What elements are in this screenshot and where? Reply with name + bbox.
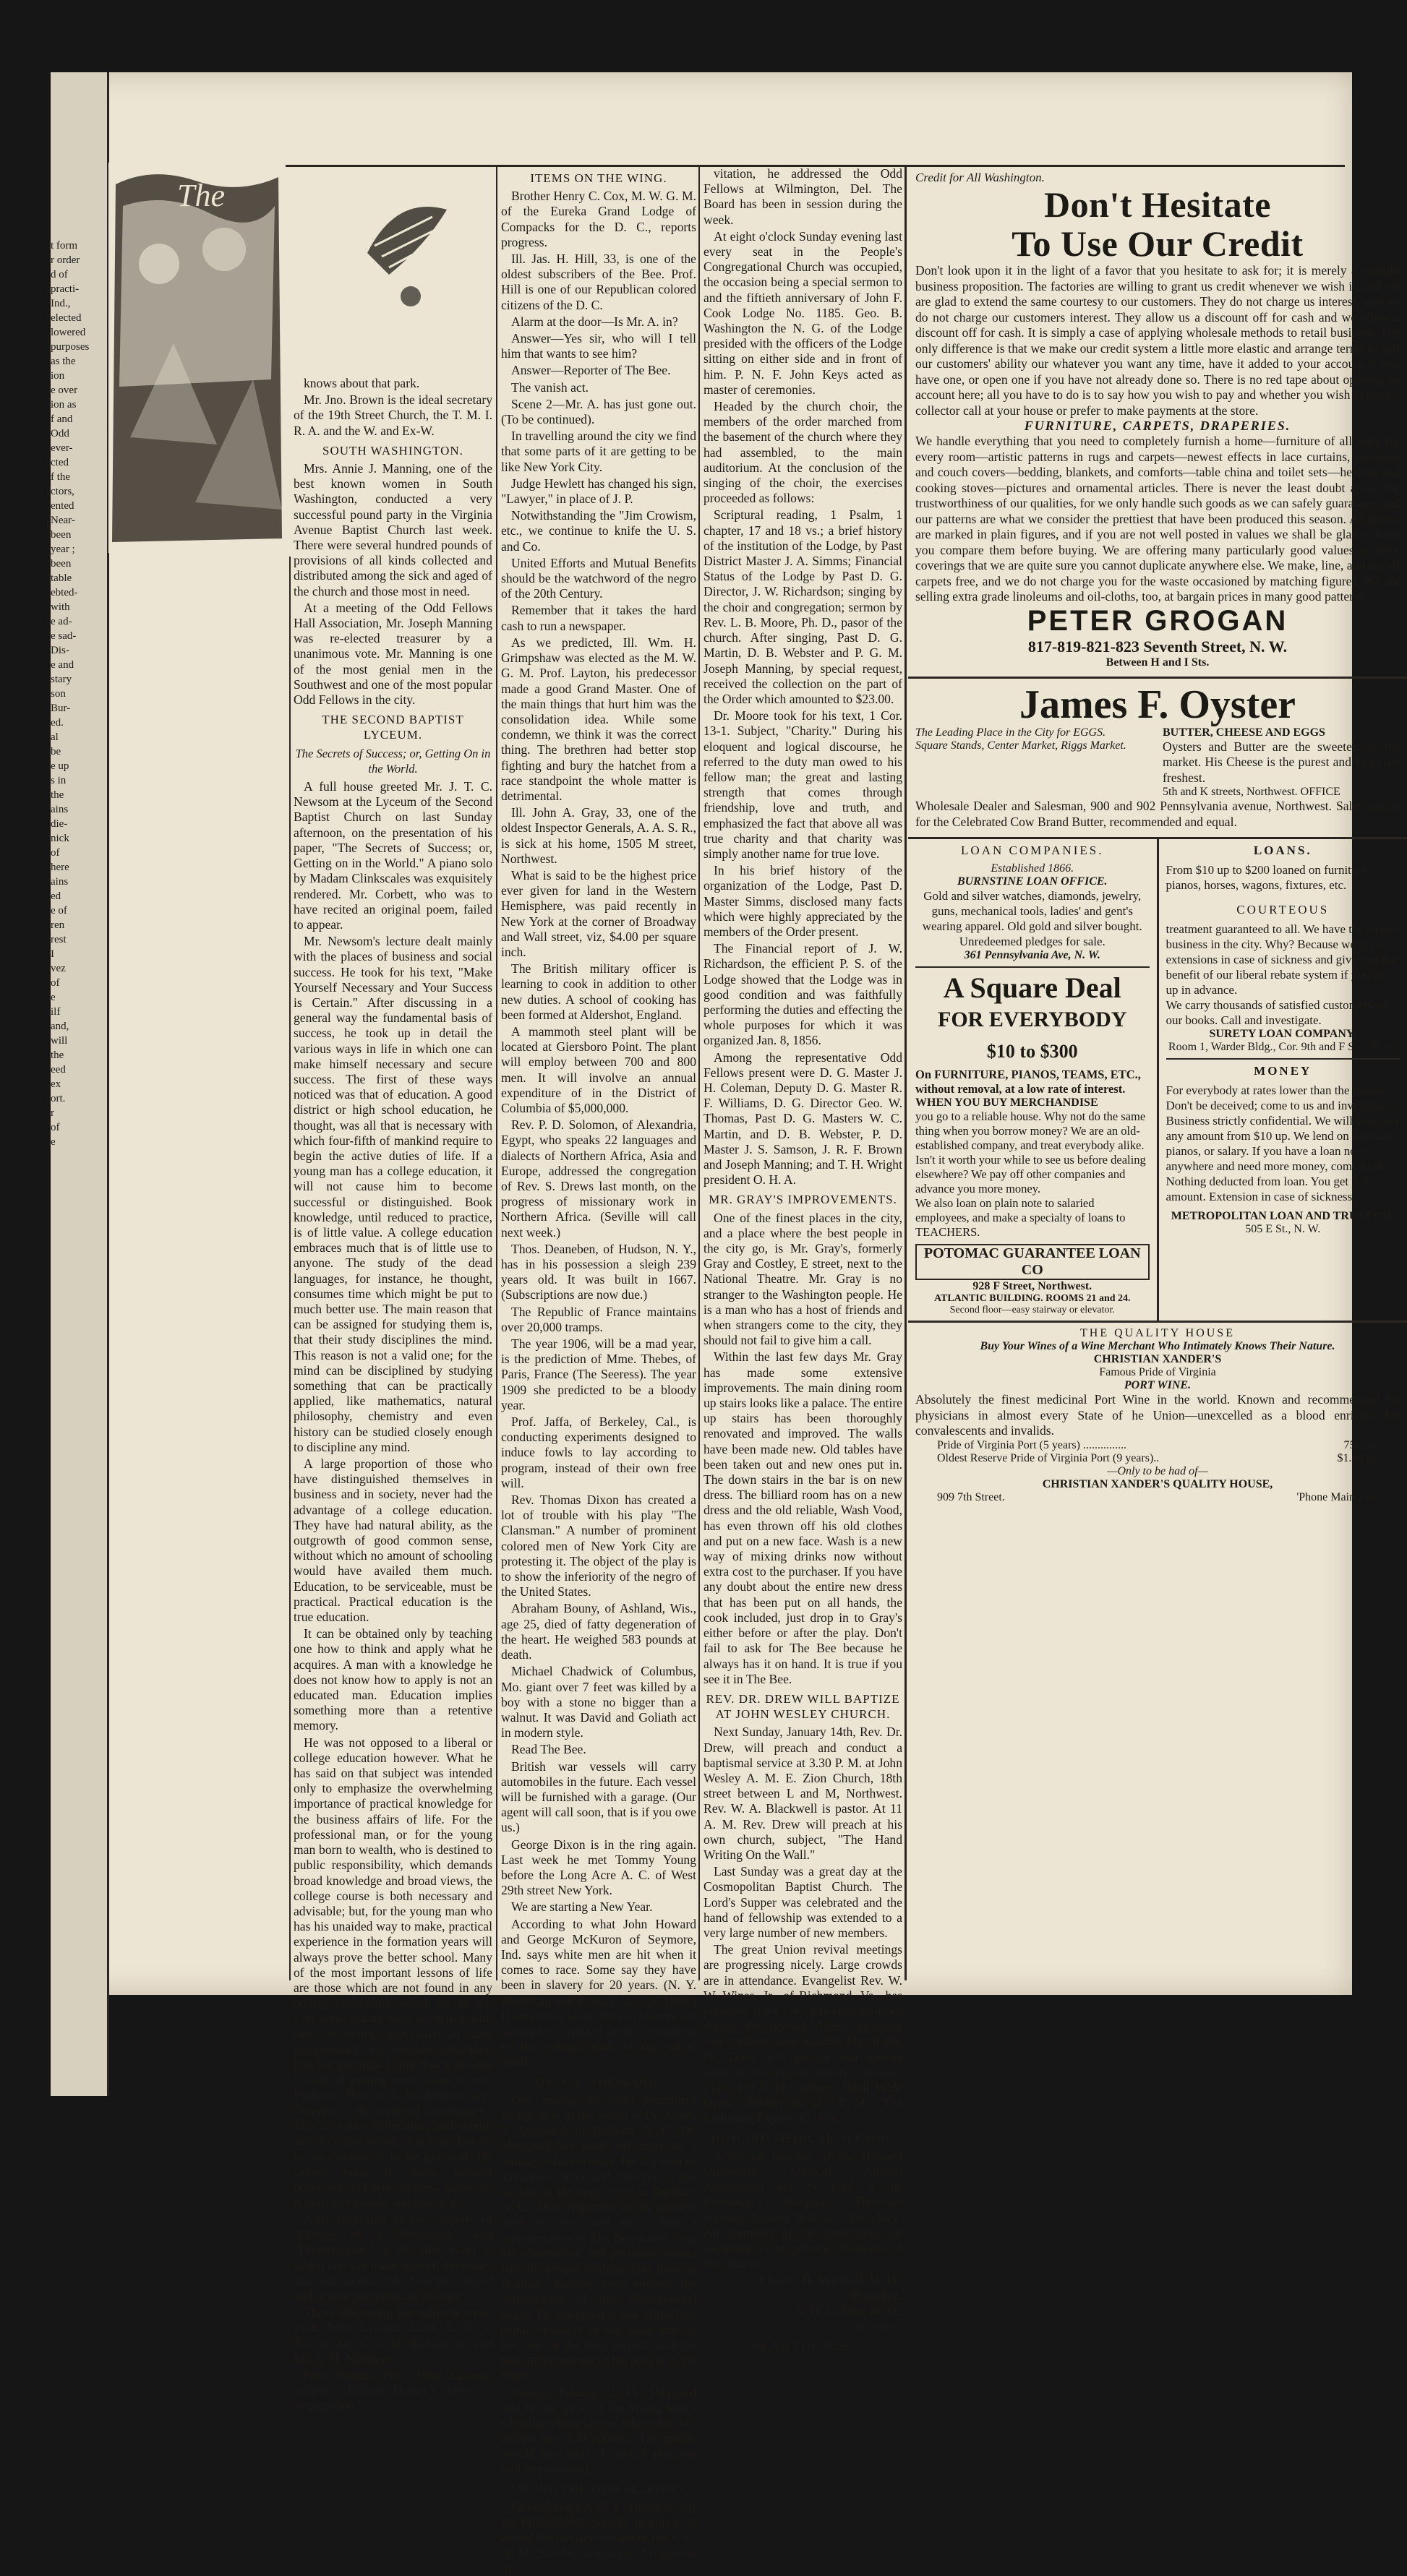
article-paragraph: The Financial report of J. W. Richardson, the efficient P. S. of the Lodge showed that the Lodge was in good condition and was faithfully performing the duties and effecting the whole purposes for which it was organized Jan. 8, 1856. [704,941,902,1048]
article-paragraph: Scriptural reading, 1 Psalm, 1 chapter, 17 and 18 vs.; a brief history of the institution of the Lodge, by Past District Master J. A. Simms; Financial Status of the Lodge by Past D. G. Director, J. W. Richardson; singing by the choir and congregation; sermon by Rev. L. B. Moore, Ph. D., pasor of the church. After singing, Past D. G. Martin, D. B. Webster and P. G. M. Joseph Manning, by special request, received the collection on the part of the Order which amounted to $23.00. [704,507,902,707]
cut-fragment: ion as [51,398,103,412]
cut-fragment: son [51,687,103,701]
cut-fragment: e [51,990,103,1005]
cut-fragment: will [51,1034,103,1048]
article-paragraph: What is said to be the highest price ever given for land in the Western Hemisphere, was paid recently in New York at the corner of Broadway and Wall street, viz, $4.00 per square inch. [501,868,696,960]
south-washington-head: SOUTH WASHINGTON. [294,443,492,458]
odd-fellows-head: AMONG THE ODD FELLOWS. [501,2481,696,2496]
cut-fragment: lowered [51,325,103,340]
article-paragraph: Alarm at the door—Is Mr. A. in? [501,314,696,330]
burnstine-est: Established 1866. [915,862,1150,875]
cut-fragment: here [51,860,103,875]
cut-fragment: ren [51,918,103,932]
cut-fragment: rest [51,932,103,947]
column-4-odd-fellows [704,166,902,1980]
article-paragraph: A full house greeted Mr. J. T. C. Newsom at the Lyceum of the Second Baptist Church on last Sunday afternoon, on the presentation of his paper, "The Secrets of Success; or, Getting on in the World." A piano solo by Madam Clinkscales was exquisitely rendered. Mr. Corbett, who was to have recited an original poem, failed to appear. [294,779,492,932]
square-deal-2: FOR EVERYBODY [915,1004,1150,1036]
article-paragraph: Within the last few days Mr. Gray has made some extensive improvements. The main dining room up stairs looks like a palace. The entire up stairs has been thoroughly renovated and improved. The walls have been made new. Old tables have been taken out and new ones put in. The down stairs in the bar is on new dress. The billiard room has on a new dress and the old reliable, Wash Vood, has even thrown off his old clothes and put on a new face. Wash is a new way of mixing drinks now without extra cost to the purchaser. If you have any doubt about the entire new dress that has been put on all hands, the cook included, just drop in to Gray's either before or after the play. Don't fail to ask for The Bee because he always has it on hand. It is true if you see it in The Bee. [704,1349,902,1686]
cut-fragment: s in [51,773,103,788]
article-paragraph: Next Sunday, January 14th, Rev. Dr. Drew, will preach and conduct a baptismal service at 3.30 P. M. at John Wesley A. M. E. Zion Church, 18th street between L and M, Northwest. Rev. W. A. Blackwell is pastor. At 11 A. M. Rev. Drew will preach at his own church, subject, "The Hand Writing On the Wall." [704,1725,902,1863]
surety-name: SURETY LOAN COMPANY, [1166,1028,1400,1041]
article-paragraph: After disposing of the subjects of "Choice of a Profession" and "Perseverance," as the other ways in which one can make himself necessary and win success, Mr. Newsom closed with a nice peroration as follows: [294,2212,492,2304]
article-paragraph: Those discussing the subjects were: Prof. Jesse Lawson, Lieut. R. E. S. Toomy, Dr. Geo. H. Richardson and Mr. A. H. Matthews. [294,2305,492,2366]
xander-phone: 'Phone Main 274. [1296,1491,1378,1504]
credit-body: Don't look upon it in the light of a favor that you hesitate to ask for; it is merely a straight business proposition. The factories are willing to grant us credit whenever we wish it, and we are glad to extend the same courtesy to our customers. They do not charge us interest, and we do not charge our customers interest. They allow us a discount off for cash and we allow a discount off for cash. It is simply a case of applying wholesale methods to retail business. The only difference is that we make our credit system a little more elastic and arrange terms to suit our customers' ability our whatever you want any time, have it added to your account if you have one, or open one if you have not already done so. There is no red tape about opening an account here; all you have to do is to say how you wish to pay and whether you wish to have a collector call at your house or prefer to make payments at the store. [915,263,1400,418]
cut-fragment: been [51,557,103,571]
cut-fragment: be [51,744,103,759]
article-paragraph: Remember that it takes the hard cash to run a newspaper. [501,603,696,633]
square-deal-3: $10 to $300 [915,1036,1150,1068]
potomac-elevator: Second floor—easy stairway or elevator. [915,1305,1150,1316]
article-paragraph: A special meeting of the Howard University Medical Alumni Association will be held at the Freedman's Hospital, Thursday evening, January 18th, at 7.30 o'clock. All members of the association are requested to be present. Business of importance. [704,2149,902,2272]
illustration-art [108,163,286,553]
article-paragraph: United Efforts and Mutual Benefits should be the watchword of the negro of the 20th Century. [501,556,696,602]
signature-line: A. H. Collins, M. D., [704,2304,902,2319]
article-paragraph: Next Sunday, Prof. Jesse Lawson, subject: "Bishop Holsey's View of Segregation." [294,2368,492,2414]
column-rule [698,166,700,1980]
xander-name: CHRISTIAN XANDER'S [915,1353,1400,1366]
peter-grogan-address: 817-819-821-823 Seventh Street, N. W. [915,637,1400,656]
metropolitan-address: 505 E St., N. W. [1166,1223,1400,1236]
article-paragraph: Mr. Newsom's lecture dealt mainly with the places of business and social success. He took for his text, "Make Yourself Necessary and Your Success is Certain." After discussing in a general way the fundamental basis of success, he took up in detail the various ways in life in which one can make himself necessary and secure success. The first of these ways noticed was that of education. A good district or high school education, he thought, was all that is necessary with which four-fifth of mankind require to begin the active duties of life. If a young man has a college education, it will not cause him to become successful or distinguished. Book knowledge, until reduced to practice, is of little value. A college education embraces much that is of little use to anyone. The study of the dead languages, for instance, he thought, consumes time which might be put to much better use. The main reason that can be assigned for studying them is, that their study disciplines the mind. This reason is not a valid one; for the mind can be disciplined by studying something that can be practically applied, like mathematics, natural philosophy, chemistry and even history can be studied closely enough to discipline any mind. [294,934,492,1455]
article-paragraph: Answer—Yes sir, who will I tell him that wants to see him? [501,331,696,361]
only-had: —Only to be had of— [915,1465,1400,1478]
article-paragraph: At eight o'clock Sunday evening last every seat in the People's Congregational Church was occupied, the occasion being a special sermon to and the fiftieth anniversary of John F. Cook Lodge No. 1185. Geo. B. Washington the N. G. of the Lodge presided with the officers of the Lodge sitting on either side and in front of him. P. N. F. John Keys acted as master of ceremonies. [704,229,902,398]
cut-fragment: practi- [51,282,103,296]
price-row-1 [915,1439,1400,1452]
cut-fragment: cted [51,455,103,470]
metropolitan-name: METROPOLITAN LOAN AND TRUST CO. [1166,1210,1400,1223]
loan-ads [908,839,1407,1323]
cut-fragment: r order [51,253,103,267]
article-paragraph: One among the most prominent young men in the South is Dr. James T. Sheppard, of Durham, N. C. Dr. Sheppard has made his mark as a Sunday school worker. He is a man of advanced views and believes in the welfare of the negro race. In Durham, N. C., he is respected by the greatest men in town and more than a representative of The Bee states, from his observation and personal contact with the people while passing through Durham, nothing goes without the endorsement of this distinguished negro. Dr. Sheppard is one of the best stump speakers in the State and he has one of the best records and the best endorsements of his people in the State. [501,2092,696,2384]
gray-improvements-head: MR. GRAY'S IMPROVEMENTS. [704,1192,902,1207]
cut-fragment: e sad- [51,629,103,643]
article-paragraph: He was not opposed to a liberal or college education however. What he has said on that subject was intended only to emphasize the overwhelming importance of practical knowledge for the business affairs of life. For the professional man, or for the young man born to wealth, who is destined to public responsibility, which demands broad knowledge and broad views, the college course is both necessary and advisable; but, for the young man who has his unaided way to make, practical experience in the formation years will always prove the better school. Many of the most important lessons of life are those which are not found in any college curriculum, which he did not ever seen; among them are self-denial, early economy, application to duty, perseverance and absolute reliability. It is the practical in life that tells—the faculty of putting one's talent to use. Professor Booker T. Washington says "Service is the secret of sovereignty." This is a nice alliteration, and sound; and, to some extent, it is true. But, to be serviceable is to be practical. He cannot hope to make himself necessary and win success, unless he is both serviceable and practical. [294,1735,492,2210]
cut-fragment: been [51,528,103,542]
article-paragraph: Ill. John A. Gray, 33, one of the oldest Inspector Generals, A. A. S. R., is sick at his home, 1505 M street, Northwest. [501,805,696,867]
article-paragraph: Scene 2—Mr. A. has just gone out. (To be continued). [501,397,696,427]
article-paragraph: In his brief history of the organization of the Lodge, Past D. Master Simms, disclosed many facts which were highly appreciated by the members of the Order present. [704,863,902,940]
article-paragraph: Answer—Reporter of The Bee. [501,363,696,378]
cut-fragment: vez [51,961,103,976]
cut-fragment: e [51,1135,103,1149]
oyster-tagline: The Leading Place in the City for EGGS. [915,726,1152,739]
signature-line: President. [704,2288,902,2304]
cut-fragment: e and [51,658,103,672]
svg-text:The: The [177,178,225,213]
article-paragraph: We are starting a New Year. [501,1899,696,1915]
article-paragraph: vitation, he addressed the Odd Fellows at Wilmington, Del. The Board has been in session during the week. [704,166,902,228]
loan-left [908,839,1157,1321]
article-paragraph: The year 1906, will be a mad year, is the prediction of Mme. Thebes, of Paris, France (The Seeress). The year 1909 she predicted to be a bloody year. [501,1336,696,1413]
courteous-body-2: We carry thousands of satisfied customers on our books. Call and investigate. [1166,997,1400,1028]
peter-grogan-name: PETER GROGAN [915,605,1400,637]
cut-fragment: ort. [51,1091,103,1106]
lyceum-head: THE SECOND BAPTIST LYCEUM. [294,712,492,742]
article-paragraph: The vanish act. [501,380,696,395]
article-paragraph: Thos. Deaneben, of Hudson, N. Y., has in his possession a sleigh 239 years old. It was built in 1667. (Subscriptions are now due.) [501,1242,696,1303]
quality-head: THE QUALITY HOUSE [915,1327,1400,1340]
port-wine: PORT WINE. [915,1379,1400,1392]
cut-fragment: Odd [51,426,103,441]
courteous-body: treatment guaranteed to all. We have the largest business in the city. Why? Because we grant extensions in case of sickness and give you the benefit of our liberal rebate system if you pay up in advance. [1166,922,1400,997]
cut-fragment: elected [51,311,103,325]
peter-grogan-between: Between H and I Sts. [915,656,1400,669]
column-2-lyceum [294,376,492,1980]
column-rule [904,166,907,1980]
square-deal-1: A Square Deal [915,972,1150,1004]
article-paragraph: A mammoth steel plant will be located at Giersboro Point. The plant will employ between 700 and 800 men. It will involve an annual expenditure of in the District of Columbia of $5,000,000. [501,1024,696,1116]
xander-house: CHRISTIAN XANDER'S QUALITY HOUSE, [915,1478,1400,1491]
article-paragraph: Dr. Moore took for his text, 1 Cor. 13-1. Subject, "Charity." During his eloquent and logical discourse, he referred to the duty man owed to his fellow man; the great and lasting strength that comes through friendship, love and truth, and emphasized the fact that above all was true charity and that charity was simply another name for true love. [704,708,902,862]
cut-fragment: purposes [51,340,103,354]
square-body-3: We also loan on plain note to salaried employees, and make a specialty of loans to TEACHERS. [915,1196,1150,1240]
cut-fragment: Near- [51,513,103,528]
oyster-body: Oysters and Butter are the sweetest in the market. His Cheese is the purest and Eggs the freshest. [1163,739,1400,786]
cut-fragment: ex [51,1077,103,1091]
cut-fragment: of [51,976,103,990]
oyster-name: James F. Oyster [915,683,1400,726]
article-paragraph: A large proportion of those who have distinguished themselves in business and in society, never had the advantage of a college education. They have had natural ability, as the outgrowth of good common sense, without which no amount of schooling would have availed them much. Education, to be serviceable, must be practical. Practical education is the true education. [294,1456,492,1625]
howard-alumni-head: HOWARD MEDICAL ALUMNI. [704,2131,902,2146]
price-2-value: $1.00 qt. [1338,1452,1378,1465]
article-paragraph: Mr. Jno. Brown is the ideal secretary of the 19th Street Church, the T. M. I. R. A. and the W. and Ex-W. [294,392,492,439]
drew-baptize-head: REV. DR. DREW WILL BAPTIZE AT JOHN WESLEY CHURCH. [704,1691,902,1722]
article-paragraph: As we predicted, Ill. Wm. H. Grimpshaw was elected as the M. W. G. M. Prof. Layton, his predecessor made a good Grand Master. One of the main things that hurt him was the consolidation idea. While some condemn, we think it was the correct thing. The brethren had better stop fighting and bury the hatchet from a race standpoint the whole matter is detrimental. [501,635,696,804]
cut-fragment: r [51,1106,103,1120]
cut-fragment: stary [51,672,103,687]
items-on-wing-head: ITEMS ON THE WING. [501,171,696,186]
burnstine-address: 361 Pennsylvania Ave, N. W. [915,949,1150,962]
square-merch: WHEN YOU BUY MERCHANDISE [915,1096,1150,1109]
money-body: For everybody at rates lower than the lowest. Don't be deceived; come to us and investigate. Business strictly confidential. We will loan you any amount from $10 up. We lend on furniture, pianos, or salary. If you have a loan now anywhere and need more money, come to us. Nothing deducted from loan. You get full amount. Extension in case of sickness. [1166,1083,1400,1204]
cut-fragment: of [51,1120,103,1135]
port-body: Absolutely the finest medicinal Port Wine in the world. Known and recommended by physicians in almost every State of he Union—unexcelled as a blood enricher for convalescents and invalids. [915,1392,1400,1439]
potomac-address: 928 F Street, Northwest. [915,1280,1150,1293]
cut-fragment: I [51,947,103,961]
article-paragraph: Rev. Thomas Dixon has created a lot of trouble with his play "The Clansman." A number of prominent colored men of New York City are protesting it. The object of the play is to show the inferiority of the negro of the United States. [501,1493,696,1600]
article-paragraph: According to what John Howard and George McKuron of Seymore, Ind. says white men are hit when it comes to race. Some say they have been in slavery for 20 years. (N. Y. American and Journal Jan. 24, 1906.) If they hold white men in slavery we cannot be surprised at their treatment of the colored man in the sunny South. [501,1917,696,2070]
cut-fragment: ains [51,802,103,817]
potomac-building: ATLANTIC BUILDING. ROOMS 21 and 24. [915,1293,1150,1305]
xander-contact [915,1491,1400,1504]
signature-line: Charles H. Marshall, M. D., [704,2272,902,2288]
surety-address: Room 1, Warder Bldg., Cor. 9th and F Sts., N. W. [1166,1041,1400,1054]
oyster-office: 5th and K streets, Northwest. OFFICE [1163,786,1400,799]
ornamental-fan-icon [324,166,469,369]
cut-fragment: of [51,846,103,860]
article-paragraph: Mrs. Annie J. Manning, one of the best known women in South Washington, conducted a very successful pound party in the Virginia Avenue Baptist Church last week. There were several hundred pounds of provisions of all kinds collected and distributed among the sick and aged of the church and those most in need. [294,461,492,599]
read-the-bee: READ THE BEE. [704,2338,902,2353]
money-head: MONEY [1166,1064,1400,1078]
oyster-wholesale: Wholesale Dealer and Salesman, 900 and 902 Pennsylvania avenue, Northwest. Sales agents for the Celebrated Cow Brand Butter, recommended and equal. [915,799,1400,830]
article-paragraph: Abraham Bouny, of Ashland, Wis., age 25, died of fatty degeneration of the heart. He weighed 583 pounds at death. [501,1601,696,1662]
cut-off-column [51,239,103,2082]
cut-fragment: ctors, [51,484,103,499]
furniture-body: We handle everything that you need to completely furnish a home—furniture of all sorts for every room—artistic patterns in rugs and carpets—newest effects in lace curtains, portieres and couch covers—bedding, blankets, and comforts—table china and toilet sets—heating and cooking stoves—pictures and ornamental articles. There is never the least doubt about the trustworthiness of our qualities, for we only handle such goods as we can safely guarantee, and our patterns are what we consider the prettiest that have been produced this season. All prices are marked in plain figures, and if you are not well posted in values we shall be glad to have you compare them before buying. We are offering many particularly good values in floor coverings that we are quite sure you cannot duplicate anywhere else. We make, line, and lay all carpets free, and we do not charge you for the waste occasioned by matching figures. We are selling extra grade linoleums and oil-cloths, too, at bargain prices in many good patterns. [915,434,1400,605]
credit-headline-1: Don't Hesitate [915,185,1400,224]
price-row-2 [915,1452,1400,1465]
burnstine-name: BURNSTINE LOAN OFFICE. [915,875,1150,888]
cut-fragment: table [51,571,103,585]
article-paragraph: It can be obtained only by teaching one how to think and apply what he acquires. A man with a knowledge he does not know how to apply is not an educated man. Education implies something more than a retentive memory. [294,1626,492,1733]
potomac-name: POTOMAC GUARANTEE LOAN CO [915,1244,1150,1280]
article-paragraph: Last Sunday was a great day at the Cosmopolitan Baptist Church. The Lord's Supper was celebrated and the hand of fellowship was extended to a very large number of new members. [704,1864,902,1941]
article-paragraph: In travelling around the city we find that some parts of it are getting to be like New York City. [501,429,696,475]
cut-fragment: d of [51,267,103,282]
cut-fragment: ains [51,875,103,889]
cut-fragment: nick [51,831,103,846]
courteous-head: COURTEOUS [1166,903,1400,917]
oyster-ad [908,679,1407,840]
cut-fragment: ever- [51,441,103,455]
cut-fragment: die- [51,817,103,831]
masthead-illustration [108,163,286,553]
price-1-value: 75c. qt. [1343,1439,1378,1452]
article-paragraph: Rev. P. D. Solomon, of Alexandria, Egypt, who speaks 22 languages and dialects of Northern Africa, Asia and Europe, addressed the congregation of Rev. S. Drews last month, on the progress of missionary work in Northern Africa. (Seville will call next week.) [501,1117,696,1240]
xander-pride: Famous Pride of Virginia [915,1366,1400,1379]
cut-fragment: and, [51,1019,103,1034]
adjacent-page-strip [51,72,109,2096]
newspaper-page [51,72,1352,1995]
credit-kicker: Credit for All Washington. [915,171,1400,185]
cut-fragment: ented [51,499,103,513]
article-paragraph: Grand Director, W. L. Houston, left for Philadelphia Sunday morning, to attend the January session of the S. C. of M. Sunday afternoon, by special in- [501,2499,696,2576]
signature-line: Secretary. [704,2319,902,2334]
article-paragraph: Notwithstanding the "Jim Crowism, etc., we continue to knife the U. S. and Co. [501,508,696,554]
oyster-stands: Square Stands, Center Market, Riggs Market. [915,739,1152,752]
cut-fragment: e up [51,759,103,773]
credit-headline-2: To Use Our Credit [915,224,1400,263]
square-body-2: you go to a reliable house. Why not do the same thing when you borrow money? We are an old-established company, and treat everybody alike. Isn't it worth your while to see us before dealing elsewhere? We pay off other companies and advance you more money. [915,1109,1150,1196]
column-3-items-on-the-wing [501,166,696,1980]
burnstine-body: Gold and silver watches, diamonds, jewelry, guns, mechanical tools, ladies' and gent's wearing apparel. Old gold and silver bought. Unredeemed pledges for sale. [915,888,1150,949]
article-paragraph: Michael Chadwick of Columbus, Mo. giant over 7 feet was killed by a boy with a stone no bigger than a walnut. It was David and Goliath act in modern style. [501,1664,696,1740]
oyster-right-head: BUTTER, CHEESE AND EGGS [1163,726,1400,739]
quality-tagline: Buy Your Wines of a Wine Merchant Who Intimately Knows Their Nature. [915,1340,1400,1353]
advertisements-column [908,166,1407,1980]
article-paragraph: British war vessels will carry automobiles in the future. Each vessel will be furnished with a garage. (Our agent will call soon, that is if you owe us.) [501,1759,696,1836]
cut-fragment: e ad- [51,614,103,629]
column-rule [289,557,291,1980]
price-1-label: Pride of Virginia Port (5 years) ............... [937,1439,1126,1452]
loans-body: From $10 up to $200 loaned on furniture, pianos, horses, wagons, fixtures, etc. [1166,862,1400,893]
cut-fragment: ilf [51,1005,103,1019]
article-paragraph: The British military officer is learning to cook in addition to other new duties. A school of cooking has been formed at Aldershot, England. [501,961,696,1023]
cut-fragment: e of [51,903,103,918]
credit-ad [908,166,1407,679]
furniture-line: FURNITURE, CARPETS, DRAPERIES. [915,418,1400,434]
cut-fragment: with [51,600,103,614]
cut-fragment: ion [51,369,103,383]
cut-fragment: the [51,1048,103,1062]
square-body: On FURNITURE, PIANOS, TEAMS, ETC., without removal, at a low rate of interest. [915,1068,1150,1096]
article-paragraph: At a meeting of the Odd Fellows Hall Association, Mr. Joseph Manning was re-elected treasurer by a unanimous vote. Mr. Manning is one of the most genial men in the Southwest and one of the most popular Odd Fellows in the city. [294,601,492,708]
cut-fragment: as the [51,354,103,369]
sheppard-head: DR. J. E. SHEPPARD. [501,2074,696,2090]
cut-fragment: f and [51,412,103,426]
column-rule [496,166,497,1980]
cut-fragment: ebted- [51,585,103,600]
article-paragraph: Ill. Jas. H. Hill, 33, is one of the oldest subscribers of the Bee. Prof. Hill is one of our Republican colored citizens of the D. C. [501,252,696,313]
article-paragraph: Brother Henry C. Cox, M. W. G. M. of the Eureka Grand Lodge of Compacks for the D. C., reports progress. [501,189,696,250]
loans-head: LOANS. [1166,843,1400,858]
cut-fragment: f the [51,470,103,484]
cut-fragment: ed. [51,716,103,730]
lyceum-subhead: The Secrets of Success; or, Getting On in the World. [294,746,492,776]
article-paragraph: One of the finest places in the city, and a place where the best people in the city go, is Mr. Gray's, formerly Gray and Costley, E street, next to the National Theatre. Mr. Gray is no stranger to the Washington people. He is a man who has a host of friends and when strangers come to the city, they should not fail to give him a call. [704,1211,902,1349]
cut-fragment: al [51,730,103,744]
cut-fragment: Bur- [51,701,103,716]
price-2-label: Oldest Reserve Pride of Virginia Port (9 years).. [937,1452,1159,1465]
cut-fragment: ed [51,889,103,903]
article-paragraph: Judge Hewlett has changed his sign, "Lawyer," in place of J. P. [501,476,696,507]
cut-fragment: the [51,788,103,802]
article-paragraph: The great Union revival meetings are progressing nicely. Large crowds are in attendance. Evangelist Rev. W. W. Wines, Jr., of Richmond, Va., has preached some very powerful sermons during the revival. These meetings will continue until Sunday, March 4th. Dr. Drew will preach two special sermons by request Sunday, January 21st, at 8 P. M., subject, "Hell Wide Open"; January 28, at 8 P. M., "The Lightning Express to Hell." [704,1942,902,2126]
article-paragraph: The Republic of France maintains over 20,000 tramps. [501,1305,696,1335]
article-paragraph: Read The Bee. [501,1742,696,1757]
quality-house-ad [908,1323,1407,1511]
cut-fragment: eed [51,1062,103,1077]
article-paragraph: Prof. Jaffa, of Berkeley, Cal., is conducting experiments designed to induce fowls to lay according to program, instead of their own free will. [501,1414,696,1491]
loan-companies-head: LOAN COMPANIES. [915,843,1150,858]
article-paragraph: Among the representative Odd Fellows present were D. G. Master J. H. Coleman, Deputy D. G. Master R. F. Williams, D. G. Director Geo. W. Thomas, Past D. G. Masters W. C. Martin, and D. B. Webster, P. D. Master J. S. Samson, J. R. F. Brown and Joseph Manning; and T. H. Wright president O. H. A. [704,1050,902,1188]
cut-fragment: year ; [51,542,103,557]
article-paragraph: George Dixon is in the ring again. Last week he met Tommy Young before the Long Acre A. C. of West 29th street New York. [501,1837,696,1899]
article-paragraph: Sunday, January 21, Dr. Sheppard will be the guest of the Young Men's Christian Association, where he will deliver the 3:30 address. The public should hear him. A special program will be presented. [501,2385,696,2477]
cut-fragment: t form [51,239,103,253]
article-paragraph: Headed by the church choir, the members of the order marched from the basement of the church where they had assembled, to the main auditorium. At the conclusion of the singing of the choir, the exercises proceeded as follows: [704,399,902,506]
cut-fragment: Dis- [51,643,103,658]
cut-fragment: e over [51,383,103,398]
xander-street: 909 7th Street. [937,1491,1005,1504]
article-paragraph: knows about that park. [294,376,492,391]
cut-fragment: Ind., [51,296,103,311]
loan-right [1157,839,1407,1321]
page-body [107,72,1352,1995]
